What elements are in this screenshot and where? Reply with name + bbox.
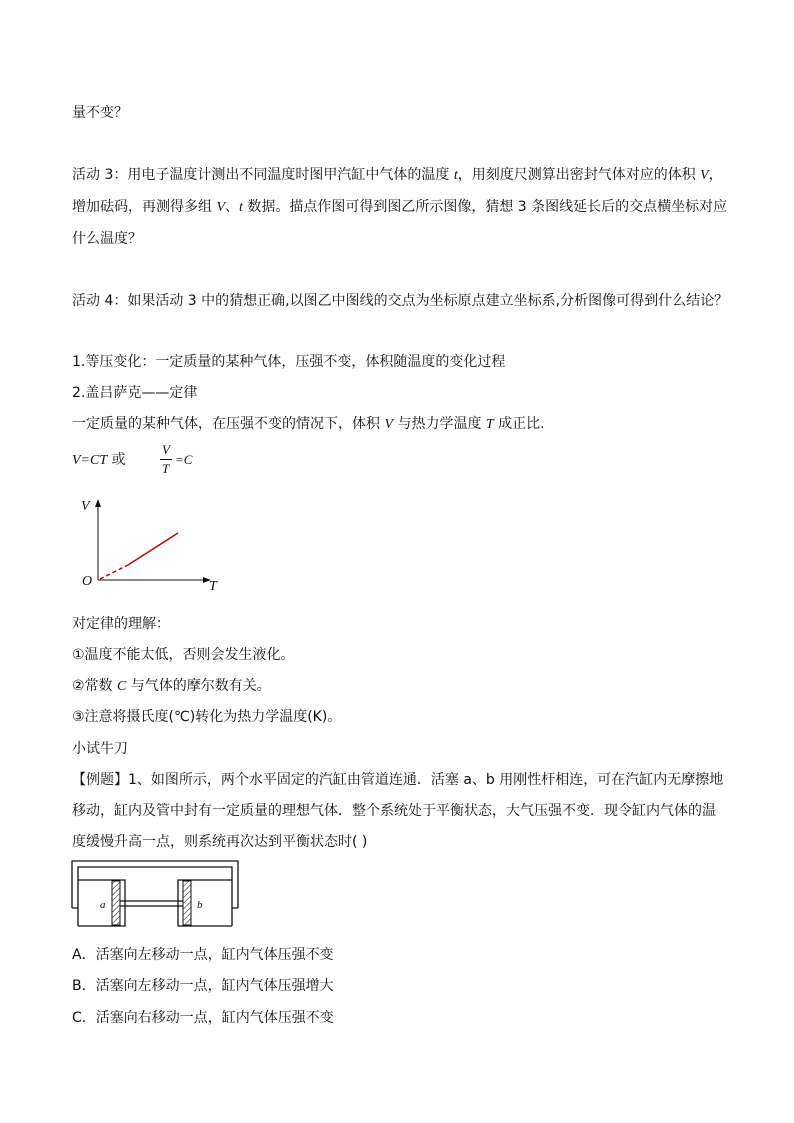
var-t: t (453, 168, 458, 183)
label-b: b (197, 899, 203, 911)
text-span: ②常数 (72, 678, 118, 694)
piston-b (183, 881, 191, 925)
example-line-1: 【例题】1、如图所示，两个水平固定的汽缸由管道连通．活塞 a、b 用刚性杆相连，可在汽缸内无摩擦地 (72, 772, 724, 788)
text-span: ， (708, 167, 723, 183)
understanding-1: ①温度不能太低，否则会发生液化。 (72, 647, 295, 663)
activity-3-line-2 (72, 197, 727, 218)
origin-label: O (82, 574, 93, 589)
piston-a (112, 881, 120, 925)
measured-line (128, 533, 178, 565)
text-span: 、 (225, 199, 240, 215)
var-v: V (700, 168, 709, 183)
var-v: V (384, 417, 394, 432)
text-span: 活动 3：用电子温度计测出不同温度时图甲汽缸中气体的温度 (72, 167, 454, 183)
v-axis-label: V (81, 499, 90, 514)
activity-4-line: 活动 4：如果活动 3 中的猜想正确,以图乙中图线的交点为坐标原点建立坐标系,分析图像可得到什么结论？ (72, 293, 729, 309)
text-span: 成正比. (493, 416, 545, 432)
var-c: C (117, 679, 127, 694)
text-span: ，用刻度尺测算出密封气体对应的体积 (457, 167, 701, 183)
pipe-inner (78, 867, 232, 880)
point-1: 1.等压变化：一定质量的某种气体，压强不变，体积随温度的变化过程 (72, 354, 506, 370)
text-span: 一定质量的某种气体，在压强不变的情况下，体积 (72, 416, 385, 432)
text-span: 或 (107, 452, 126, 468)
fraction-numerator: V (162, 442, 170, 457)
left-wall (72, 880, 78, 926)
understanding-2 (72, 676, 271, 697)
var-t: t (239, 200, 243, 215)
text-line: 量不变？ (72, 105, 128, 121)
option-a[interactable]: A．活塞向左移动一点，缸内气体压强不变 (72, 947, 334, 963)
fraction-bar (160, 459, 172, 460)
t-axis-label: T (209, 579, 217, 594)
formula-vct: V=CT (72, 453, 108, 468)
option-b[interactable]: B．活塞向左移动一点，缸内气体压强增大 (72, 978, 334, 994)
text-span: 与热力学温度 (393, 416, 486, 432)
fraction-equals: =C (175, 452, 193, 467)
example-line-2: 移动，缸内及管中封有一定质量的理想气体．整个系统处于平衡状态，大气压强不变．现令缸内气体的温 (72, 803, 716, 819)
activity-3-line-1 (72, 165, 723, 186)
v-axis-arrow (95, 499, 101, 507)
text-span: 与气体的摩尔数有关。 (126, 678, 271, 694)
var-t: T (485, 417, 494, 432)
point-2: 2.盖吕萨克——定律 (72, 385, 198, 401)
v-t-graph (78, 494, 228, 594)
label-a: a (100, 899, 106, 911)
right-wall (232, 880, 238, 926)
fraction-denominator: T (162, 461, 170, 476)
text-span: 增加砝码，再测得多组 (72, 199, 217, 215)
text-span: 数据。描点作图可得到图乙所示图像，猜想 3 条图线延长后的交点横坐标对应 (242, 199, 728, 215)
understanding-3: ③注意将摄氏度(℃)转化为热力学温度(K)。 (72, 709, 342, 725)
section-heading: 小试牛刀 (72, 741, 128, 757)
extrapolated-line (100, 565, 128, 579)
cylinder-figure (70, 858, 250, 930)
understanding-heading: 对定律的理解： (72, 616, 170, 632)
law-statement (72, 414, 545, 435)
option-c[interactable]: C．活塞向右移动一点，缸内气体压强不变 (72, 1010, 334, 1026)
activity-3-line-3: 什么温度？ (72, 231, 142, 247)
formula-line (72, 450, 126, 471)
var-v: V (216, 200, 226, 215)
example-line-3: 度缓慢升高一点，则系统再次达到平衡状态时( ) (72, 834, 368, 850)
